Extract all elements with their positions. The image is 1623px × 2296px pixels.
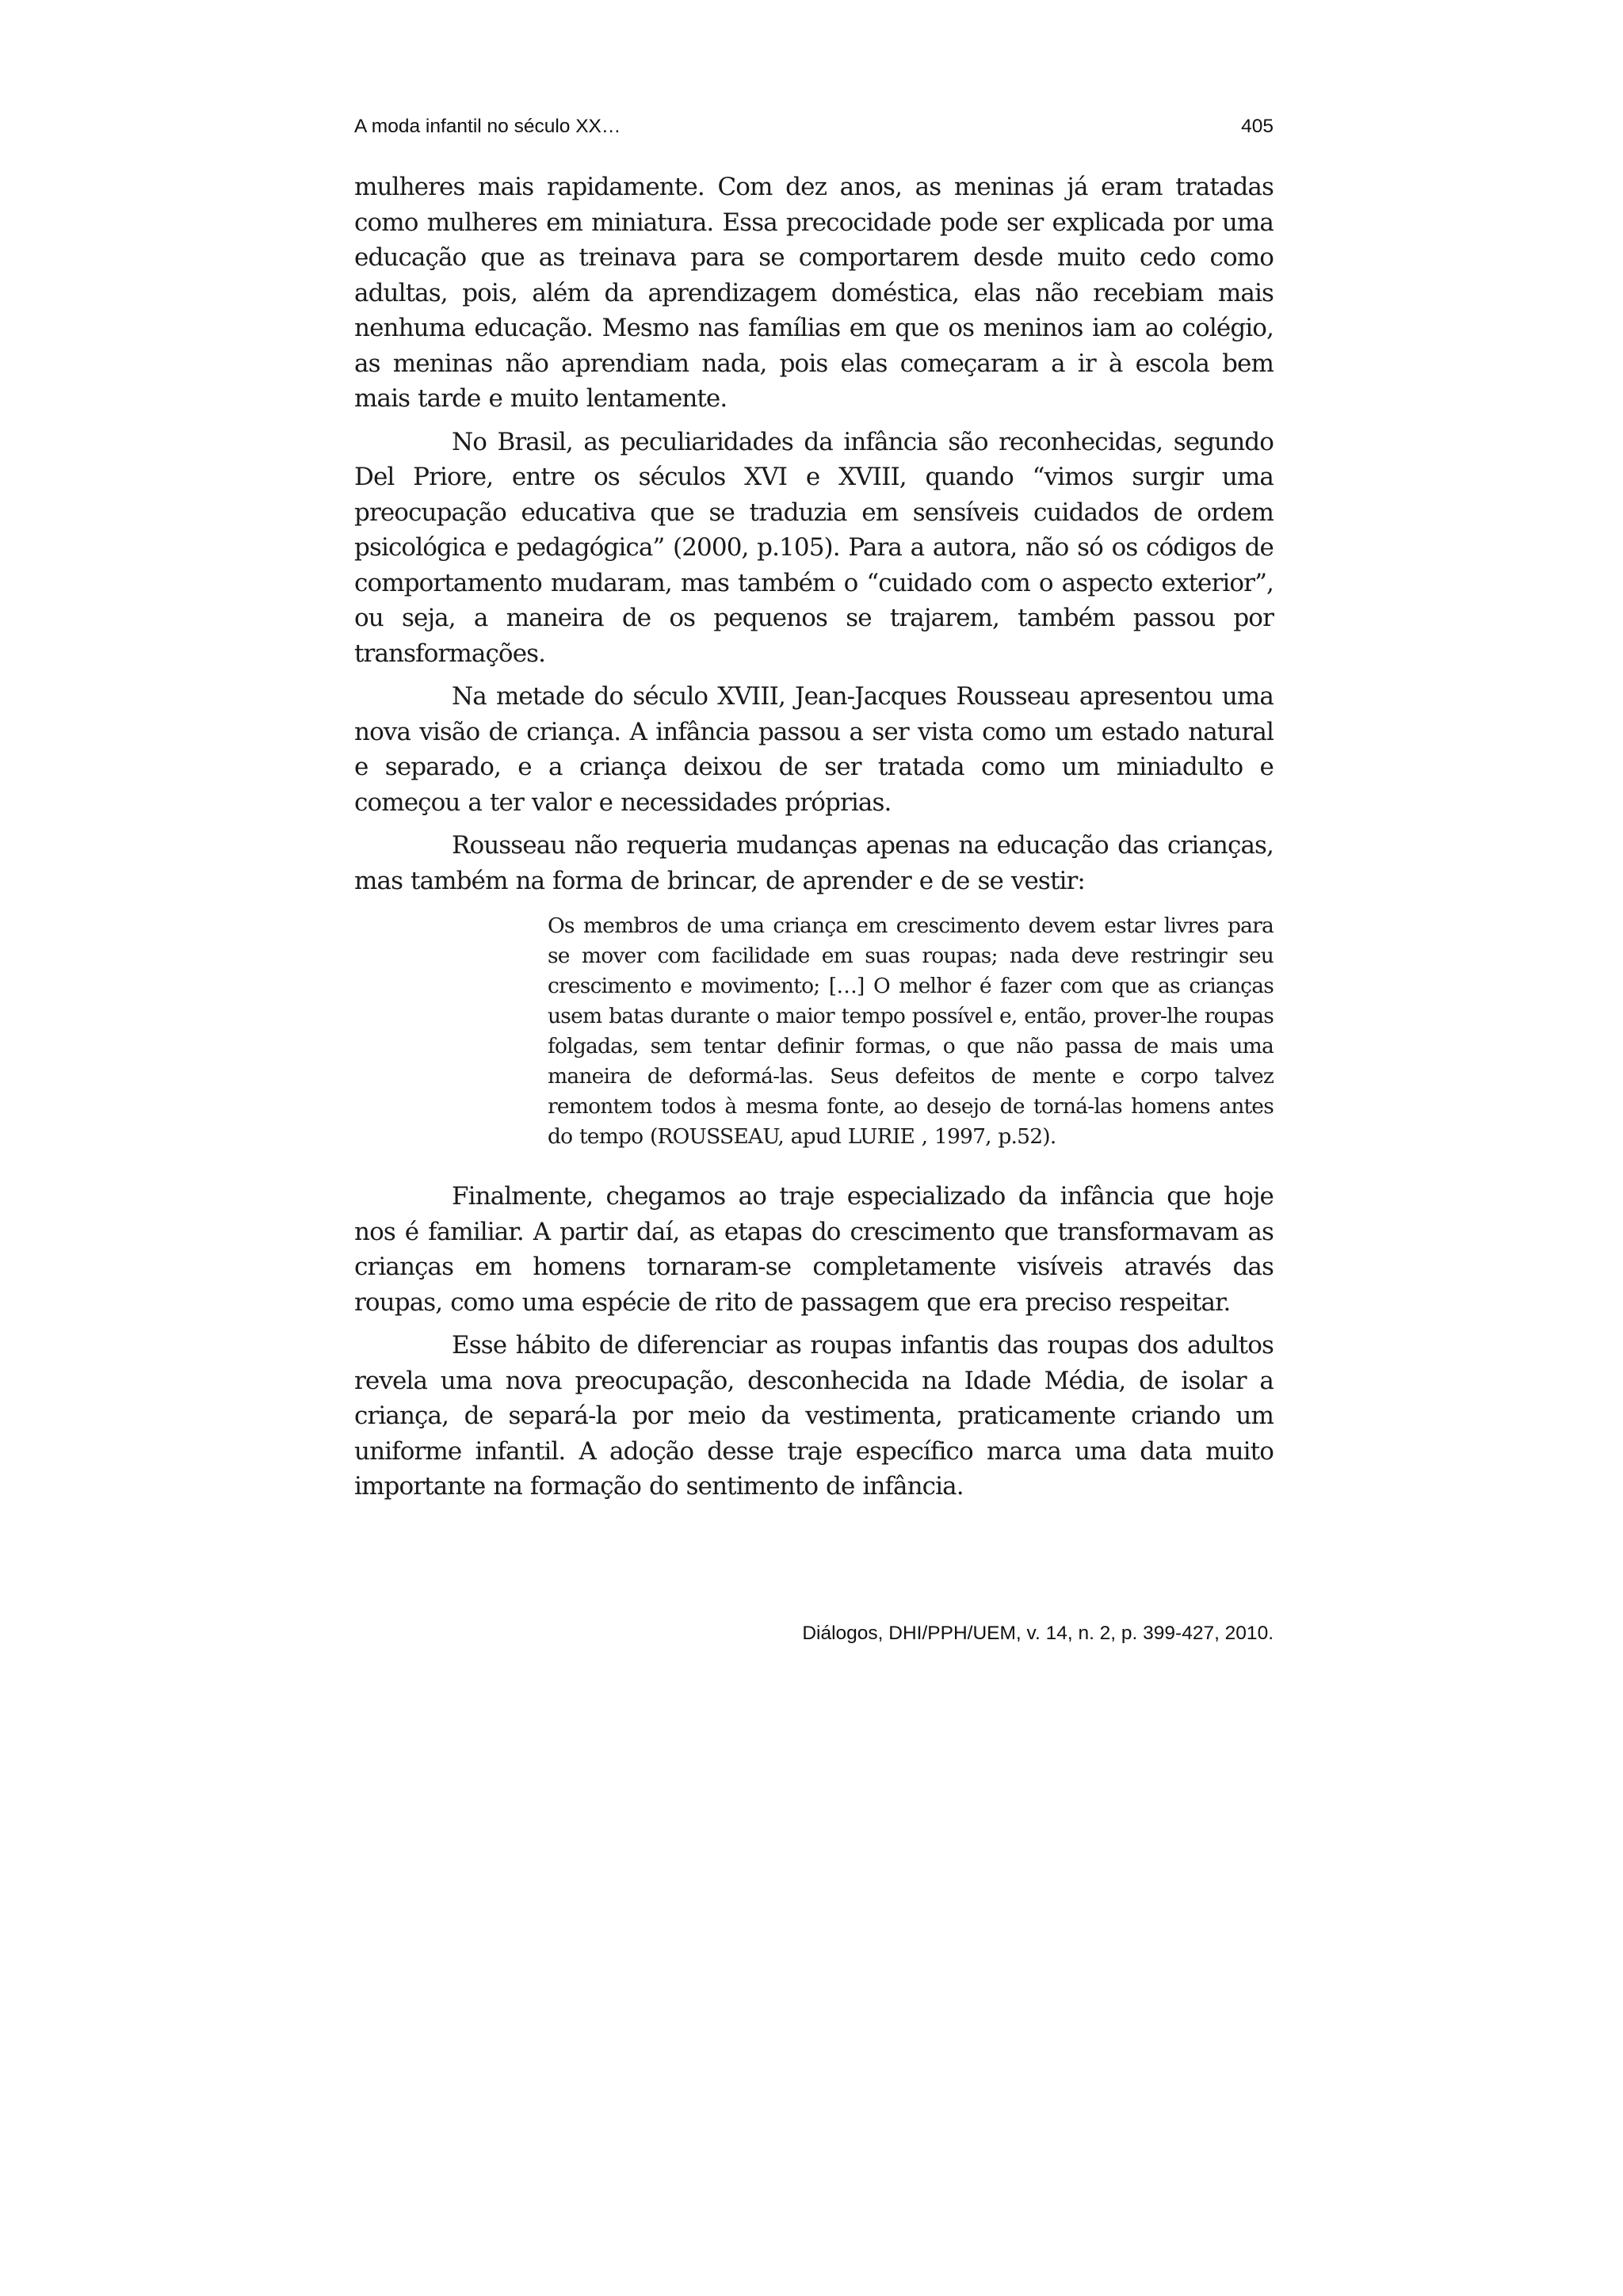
page-number: 405 xyxy=(1241,116,1274,137)
paragraph-2: No Brasil, as peculiaridades da infância são reconhecidas, segundo Del Priore, entre os séculos XVI e XVIII, quando “vimos surgir uma preocupação educativa que se traduzia em sensíveis cuidados de ordem psicológica e pedagógica” (2000, p.105). Para a autora, não só os códigos de comportamento mudaram, mas também o “cuidado com o aspecto exterior”, ou seja, a maneira de os pequenos se trajarem, também passou por transformações. xyxy=(354,427,1274,668)
paragraph-6: Esse hábito de diferenciar as roupas infantis das roupas dos adultos revela uma nova preocupação, desconhecida na Idade Média, de isolar a criança, de separá-la por meio da vestimenta, praticamente criando um uniforme infantil. A adoção desse traje específico marca uma data muito importante na formação do sentimento de infância. xyxy=(354,1331,1274,1501)
body-text xyxy=(354,170,1274,1512)
block-quote: Os membros de uma criança em crescimento devem estar livres para se mover com facilidade em suas roupas; nada deve restringir seu crescimento e movimento; […] O melhor é fazer com que as crianças usem batas durante o maior tempo possível e, então, prover-lhe roupas folgadas, sem tentar definir formas, o que não passa de mais uma maneira de deformá-las. Seus defeitos de mente e corpo talvez remontem todos à mesma fonte, ao desejo de torná-las homens antes do tempo (ROUSSEAU, apud LURIE , 1997, p.52). xyxy=(548,913,1274,1149)
paragraph-1: mulheres mais rapidamente. Com dez anos, as meninas já eram tratadas como mulheres em miniatura. Essa precocidade pode ser explicada por uma educação que as treinava para se comportarem desde muito cedo como adultas, pois, além da aprendizagem doméstica, elas não recebiam mais nenhuma educação. Mesmo nas famílias em que os meninos iam ao colégio, as meninas não aprendiam nada, pois elas começaram a ir à escola bem mais tarde e muito lentamente. xyxy=(354,173,1274,413)
paragraph-5: Finalmente, chegamos ao traje especializado da infância que hoje nos é familiar. A partir daí, as etapas do crescimento que transformavam as crianças em homens tornaram-se completamente visíveis através das roupas, como uma espécie de rito de passagem que era preciso respeitar. xyxy=(354,1182,1274,1317)
paragraph-4: Rousseau não requeria mudanças apenas na educação das crianças, mas também na forma de brincar, de aprender e de se vestir: xyxy=(354,831,1274,895)
paragraph-3: Na metade do século XVIII, Jean-Jacques Rousseau apresentou uma nova visão de criança. A infância passou a ser vista como um estado natural e separado, e a criança deixou de ser tratada como um miniadulto e começou a ter valor e necessidades próprias. xyxy=(354,682,1274,817)
footer-citation: Diálogos, DHI/PPH/UEM, v. 14, n. 2, p. 399-427, 2010. xyxy=(802,1623,1274,1644)
running-title: A moda infantil no século XX… xyxy=(354,116,621,137)
running-header xyxy=(354,116,1274,147)
